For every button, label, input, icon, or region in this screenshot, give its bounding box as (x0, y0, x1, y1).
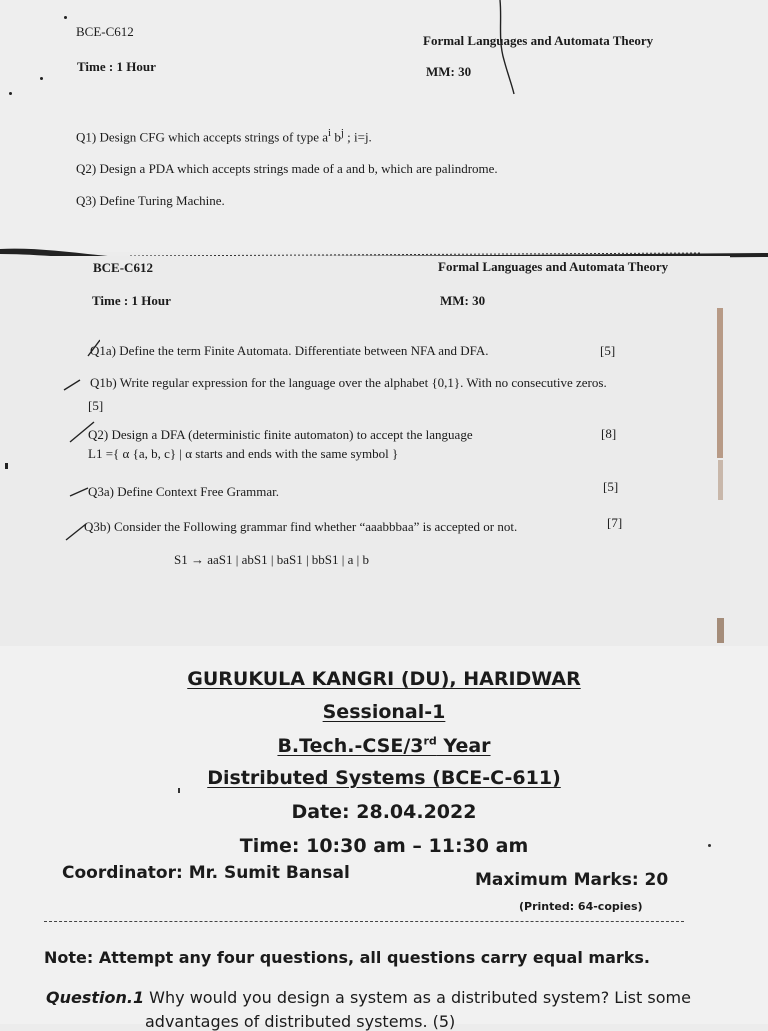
exam-time: Time : 1 Hour (77, 59, 156, 74)
subject-title: Formal Languages and Automata Theory (423, 33, 654, 48)
program: B.Tech.-CSE/3rd Year (277, 735, 491, 758)
dot-mark (64, 16, 67, 19)
question-2-marks: [8] (601, 426, 617, 441)
question-1b-marks: [5] (88, 398, 104, 413)
question-1: Question.1 Why would you design a system as a distributed system? List some (46, 988, 691, 1007)
exam-time: Time: 10:30 am – 11:30 am (239, 835, 529, 857)
course-name: Distributed Systems (BCE-C-611) (207, 767, 561, 789)
question-1a-marks: [5] (600, 343, 616, 358)
max-marks: Maximum Marks: 20 (475, 870, 669, 890)
exam-name: Sessional-1 (322, 701, 446, 723)
exam-time: Time : 1 Hour (92, 293, 171, 308)
grammar-production: S1 → aaS1 | abS1 | baS1 | bbS1 | a | b (174, 552, 370, 567)
question-paper-2 (0, 256, 730, 648)
university-name: GURUKULA KANGRI (DU), HARIDWAR (187, 668, 581, 690)
max-marks: MM: 30 (426, 64, 472, 79)
pen-tick-marks (60, 336, 100, 556)
question-paper-3 (0, 646, 768, 1031)
printed-copies: (Printed: 64-copies) (519, 900, 643, 913)
question-1-continued: advantages of distributed systems. (5) (145, 1012, 456, 1031)
question-3b-marks: [7] (607, 515, 623, 530)
question-2: Q2) Design a PDA which accepts strings made of a and b, which are palindrome. (76, 161, 498, 176)
paper-edge-strip (712, 300, 726, 645)
max-marks: MM: 30 (440, 293, 486, 308)
question-paper-1 (0, 0, 768, 252)
separator-line (44, 921, 684, 922)
question-2: Q2) Design a DFA (deterministic finite automaton) to accept the language (88, 427, 473, 442)
subject-title: Formal Languages and Automata Theory (438, 259, 669, 274)
question-1b: Q1b) Write regular expression for the language over the alphabet {0,1}. With no consecutive zeros. (90, 375, 607, 390)
question-3a-marks: [5] (603, 479, 619, 494)
course-code: BCE-C612 (93, 260, 153, 275)
dot-mark (40, 77, 43, 80)
question-3a: Q3a) Define Context Free Grammar. (88, 484, 279, 499)
exam-date: Date: 28.04.2022 (291, 801, 477, 823)
instructions-note: Note: Attempt any four questions, all questions carry equal marks. (44, 948, 650, 967)
dot-mark (708, 844, 711, 847)
dot-mark (9, 92, 12, 95)
question-1: Q1) Design CFG which accepts strings of type $a^i$ $b^j$ ; i=j. (76, 127, 372, 145)
dot-mark (178, 788, 180, 793)
course-code: BCE-C612 (76, 24, 134, 39)
question-1a: Q1a) Define the term Finite Automata. Differentiate between NFA and DFA. (90, 343, 489, 358)
coordinator: Coordinator: Mr. Sumit Bansal (62, 863, 350, 883)
dot-mark (5, 463, 8, 469)
question-3b: Q3b) Consider the Following grammar find whether “aaabbbaa” is accepted or not. (84, 519, 518, 534)
question-2-language: L1 ={ α {a, b, c} | α starts and ends with the same symbol } (88, 446, 399, 461)
pen-stroke (490, 0, 530, 100)
question-3: Q3) Define Turing Machine. (76, 193, 225, 208)
